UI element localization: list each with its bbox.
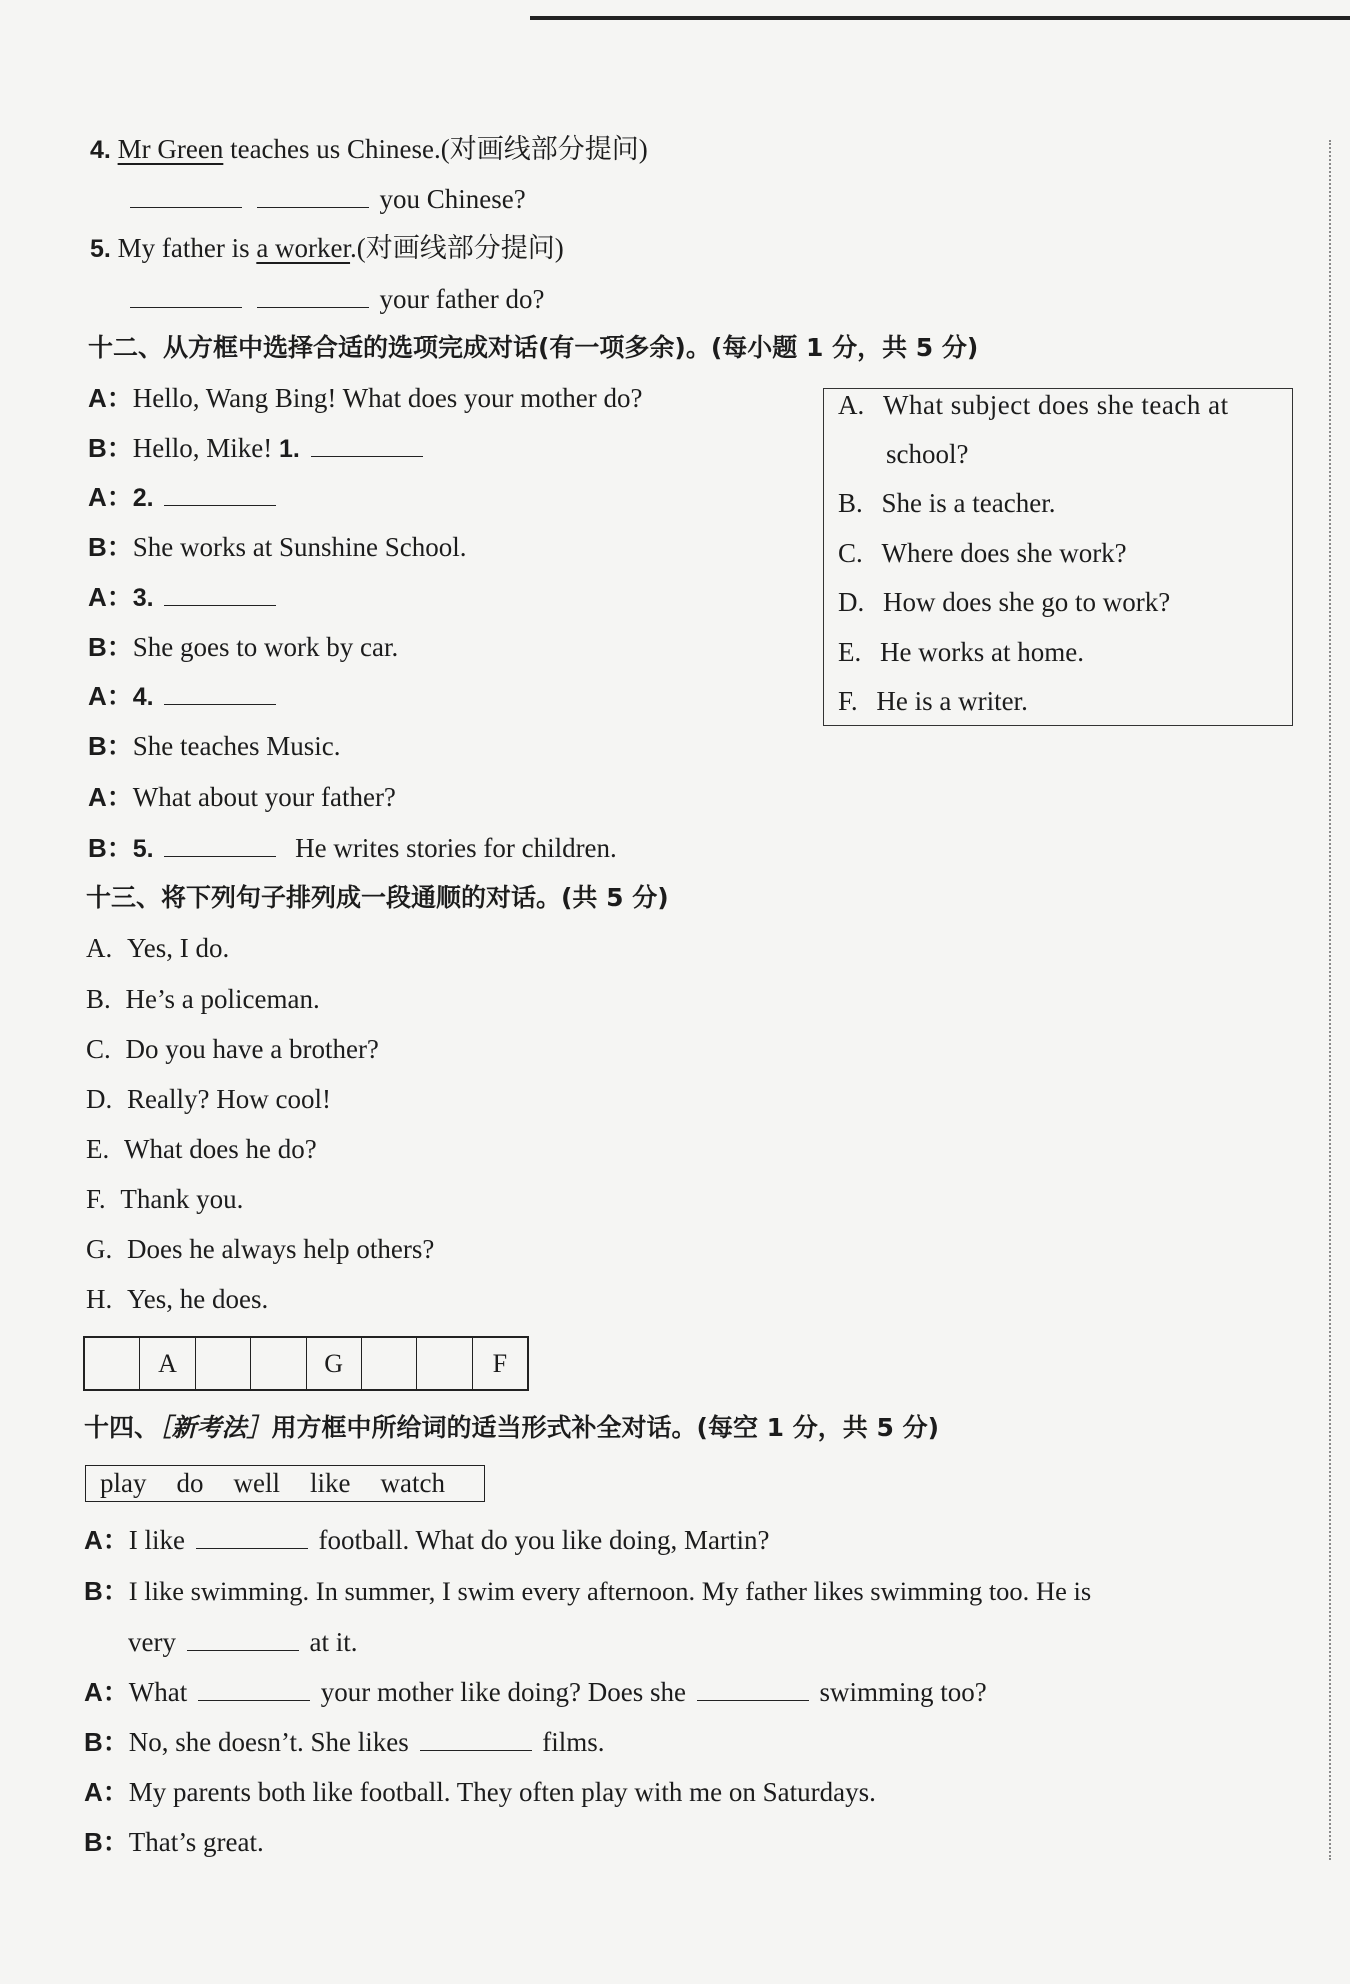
answer-cell[interactable] [85, 1338, 140, 1389]
answer-cell[interactable] [196, 1338, 251, 1389]
answer-cell[interactable] [251, 1338, 306, 1389]
answer-blank[interactable] [257, 181, 369, 208]
word-bank-item: like [310, 1468, 351, 1498]
sentence-item: G. Does he always help others? [86, 1234, 435, 1264]
answer-blank[interactable] [164, 579, 276, 606]
word-bank-item: well [233, 1468, 280, 1498]
option-item: D. How does she go to work? [838, 587, 1171, 617]
answer-blank[interactable] [130, 281, 242, 308]
option-item: B. She is a teacher. [838, 488, 1056, 518]
option-item: E. He works at home. [838, 637, 1084, 667]
option-item: C. Where does she work? [838, 538, 1127, 568]
option-item: A. What subject does she teach at [838, 390, 1229, 420]
dialogue-line: A：2. [88, 479, 280, 516]
answer-blank[interactable] [311, 430, 423, 457]
options-box [823, 388, 1293, 726]
dialogue-line: B：5. He writes stories for children. [88, 830, 617, 867]
answer-blank[interactable] [697, 1674, 809, 1701]
q11-item4: 4. Mr Green teaches us Chinese.(对画线部分提问) [90, 134, 648, 164]
q11-item5: 5. My father is a worker.(对画线部分提问) [90, 233, 564, 263]
option-item-continuation: school? [886, 439, 969, 469]
underlined-part: a worker [256, 233, 351, 263]
sentence-item: B. He’s a policeman. [86, 984, 320, 1014]
dialogue-line: A：3. [88, 579, 280, 616]
answer-blank[interactable] [164, 678, 276, 705]
dialogue-line: A：Hello, Wang Bing! What does your mother do? [88, 383, 643, 413]
answer-blank[interactable] [130, 181, 242, 208]
dotted-margin-line [1329, 140, 1331, 1860]
dialogue-line: A：What your mother like doing? Does she swimming too? [84, 1674, 987, 1710]
sentence-item: H. Yes, he does. [86, 1284, 269, 1314]
dialogue-line: A：My parents both like football. They often play with me on Saturdays. [84, 1777, 876, 1807]
answer-cell[interactable] [362, 1338, 417, 1389]
dialogue-line: A：4. [88, 678, 280, 715]
sentence-item: C. Do you have a brother? [86, 1034, 379, 1064]
answer-blank[interactable] [198, 1674, 310, 1701]
dialogue-line-continuation: very at it. [128, 1624, 357, 1660]
answer-blank[interactable] [420, 1724, 532, 1751]
q13-title: 十三、将下列句子排列成一段通顺的对话。(共 5 分) [86, 883, 669, 912]
answer-cell[interactable] [417, 1338, 472, 1389]
word-bank-item: do [176, 1468, 204, 1498]
dialogue-line: B：She teaches Music. [88, 731, 341, 761]
answer-blank[interactable] [164, 479, 276, 506]
q11-item4-answer: you Chinese? [126, 181, 526, 217]
dialogue-line: A：What about your father? [88, 782, 396, 812]
option-item: F. He is a writer. [838, 686, 1028, 716]
answer-cell[interactable]: G [307, 1338, 362, 1389]
word-bank-item: play [100, 1468, 147, 1498]
dialogue-line: B：She works at Sunshine School. [88, 532, 467, 562]
answer-blank[interactable] [196, 1522, 308, 1549]
word-bank-item: watch [380, 1468, 445, 1498]
answer-blank[interactable] [257, 281, 369, 308]
dialogue-line: B：No, she doesn’t. She likes films. [84, 1724, 605, 1760]
sentence-item: D. Really? How cool! [86, 1084, 331, 1114]
q12-title: 十二、从方框中选择合适的选项完成对话(有一项多余)。(每小题 1 分，共 5 分) [88, 333, 979, 362]
sentence-item: A. Yes, I do. [86, 933, 230, 963]
answer-cell[interactable]: F [492, 1348, 508, 1378]
word-bank-box [85, 1465, 485, 1502]
answer-blank[interactable] [187, 1624, 299, 1651]
top-rule [530, 16, 1350, 20]
answer-cell[interactable]: A [140, 1338, 195, 1389]
answer-blank[interactable] [164, 830, 276, 857]
new-method-tag: ［新考法］ [159, 1413, 272, 1442]
sentence-item: E. What does he do? [86, 1134, 317, 1164]
dialogue-line: A：I like football. What do you like doing, Martin? [84, 1522, 769, 1558]
q11-item5-answer: your father do? [126, 281, 544, 317]
sentence-item: F. Thank you. [86, 1184, 244, 1214]
dialogue-line: B：That’s great. [84, 1827, 264, 1857]
answer-sequence-table [83, 1336, 529, 1391]
q14-title: 十四、［新考法］用方框中所给词的适当形式补全对话。(每空 1 分，共 5 分) [84, 1413, 939, 1442]
dialogue-line: B：Hello, Mike! 1. [88, 430, 427, 467]
dialogue-line: B：She goes to work by car. [88, 632, 399, 662]
underlined-part: Mr Green [117, 134, 224, 164]
dialogue-line: B：I like swimming. In summer, I swim every afternoon. My father likes swimming too. He is [84, 1576, 1092, 1606]
